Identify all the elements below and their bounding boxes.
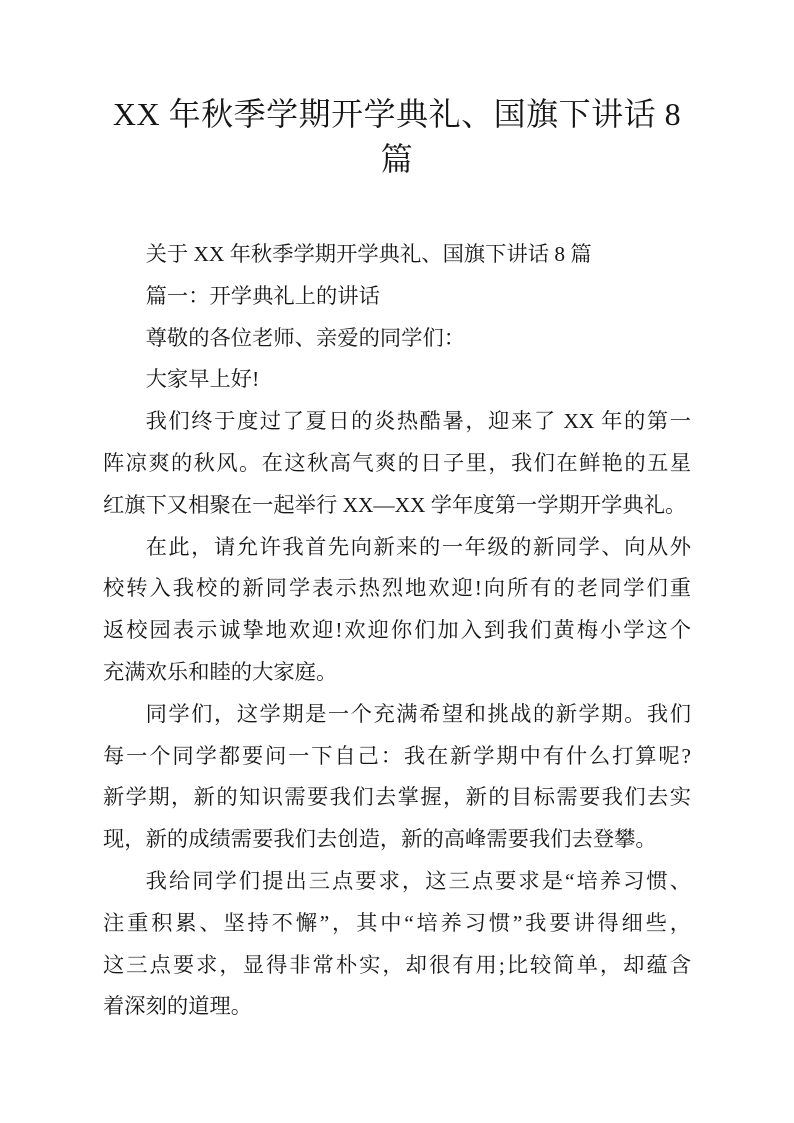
document-title-line-2: 篇 xyxy=(380,141,414,177)
document-body xyxy=(103,234,691,1028)
text-line: 每一个同学都要问一下自己：我在新学期中有什么打算呢? xyxy=(103,743,691,768)
paragraph xyxy=(103,359,691,401)
text-line: 篇一：开学典礼上的讲话 xyxy=(145,283,380,308)
paragraph xyxy=(103,401,691,526)
text-line: 充满欢乐和睦的大家庭。 xyxy=(103,659,338,684)
paragraph xyxy=(103,318,691,360)
text-line: 我们终于度过了夏日的炎热酷暑，迎来了 XX 年的第一 xyxy=(145,409,691,434)
text-line: 这三点要求，显得非常朴实，却很有用;比较简单，却蕴含 xyxy=(103,952,691,977)
text-line: 校转入我校的新同学表示热烈地欢迎!向所有的老同学们重 xyxy=(103,576,691,601)
text-line: 同学们，这学期是一个充满希望和挑战的新学期。我们 xyxy=(145,701,691,726)
document-title xyxy=(103,92,691,182)
text-line: 注重积累、坚持不懈”，其中“培养习惯”我要讲得细些， xyxy=(103,910,691,935)
text-line: 着深刻的道理。 xyxy=(103,994,253,1019)
text-line: 关于 XX 年秋季学期开学典礼、国旗下讲话 8 篇 xyxy=(145,242,592,266)
text-line: 现，新的成绩需要我们去创造，新的高峰需要我们去登攀。 xyxy=(103,827,657,852)
text-line: 新学期，新的知识需要我们去掌握，新的目标需要我们去实 xyxy=(103,785,691,810)
text-line: 返校园表示诚挚地欢迎!欢迎你们加入到我们黄梅小学这个 xyxy=(103,618,691,643)
text-line: 阵凉爽的秋风。在这秋高气爽的日子里，我们在鲜艳的五星 xyxy=(103,450,691,475)
text-line: 尊敬的各位老师、亲爱的同学们： xyxy=(145,325,466,350)
text-line: 大家早上好! xyxy=(145,367,260,392)
paragraph xyxy=(103,861,691,1028)
text-line: 红旗下又相聚在一起举行 XX—XX 学年度第一学期开学典礼。 xyxy=(103,492,687,517)
document-title-line-1: XX 年秋季学期开学典礼、国旗下讲话 8 xyxy=(112,96,682,132)
paragraph xyxy=(103,276,691,318)
paragraph xyxy=(103,694,691,861)
paragraph xyxy=(103,527,691,694)
text-line: 我给同学们提出三点要求，这三点要求是“培养习惯、 xyxy=(145,868,691,893)
text-line: 在此，请允许我首先向新来的一年级的新同学、向从外 xyxy=(145,534,691,559)
paragraph xyxy=(103,234,691,276)
